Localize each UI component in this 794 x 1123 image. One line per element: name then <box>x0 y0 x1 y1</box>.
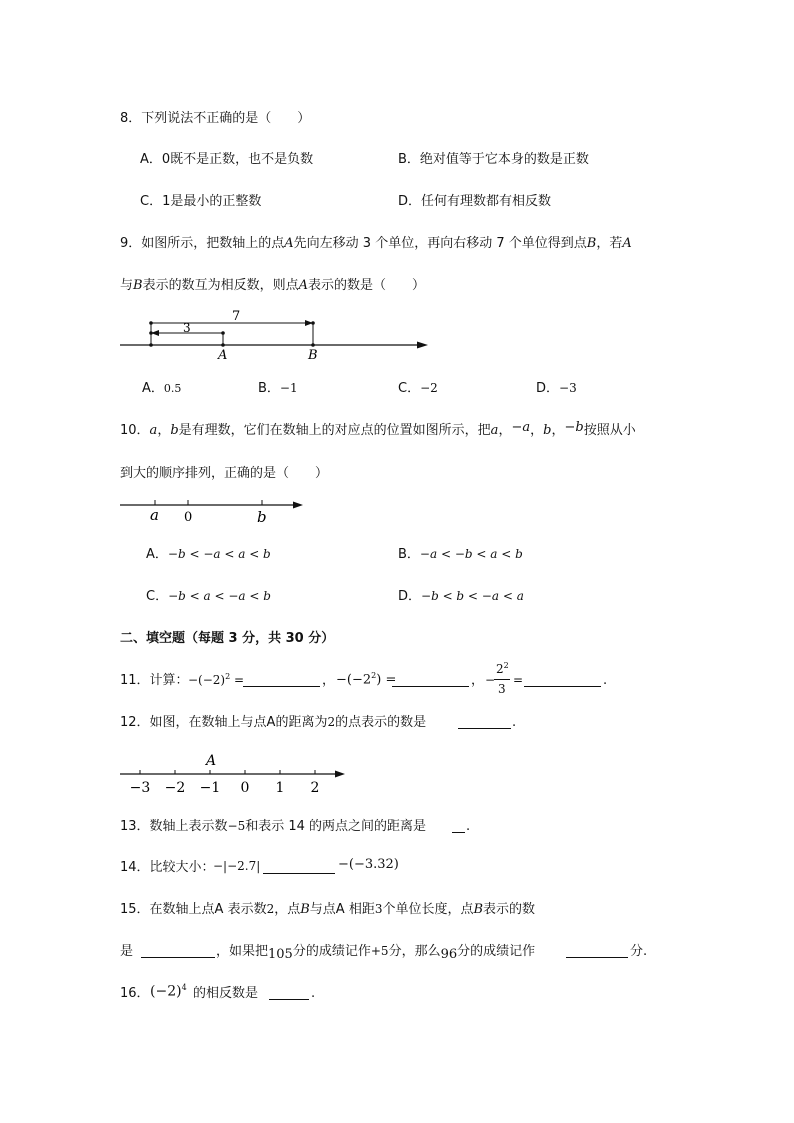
arrow-head <box>305 320 313 326</box>
question-13-text-part: 13．数轴上表示数 <box>120 819 228 834</box>
question-9-option-a <box>142 382 181 395</box>
question-13-text <box>120 820 426 833</box>
number: 96 <box>440 947 458 962</box>
question-9-number-line-figure <box>115 308 435 363</box>
expression-1 <box>188 673 244 686</box>
question-10-number-line-figure <box>115 492 315 526</box>
punct: ， <box>157 423 171 438</box>
punct: ， <box>551 423 565 438</box>
point-b-label: B <box>308 348 318 363</box>
point-b-label: B <box>586 236 597 251</box>
question-12-text-part: 的点表示的数是 <box>335 715 427 730</box>
question-15-text-part: 15．在数轴上点A 表示数 <box>120 902 267 917</box>
expression-3-minus: − <box>485 673 496 687</box>
separator: ， <box>322 673 336 688</box>
numerator-exponent: 2 <box>503 661 509 670</box>
question-14-text: 14．比较大小： <box>120 860 215 875</box>
tick-label: −3 <box>129 780 151 796</box>
question-15-line-2 <box>216 944 536 962</box>
point-b-label: B <box>300 902 310 917</box>
label-three: 3 <box>183 321 191 335</box>
question-15-line-2-start: 是 <box>120 944 134 959</box>
question-number: 10． <box>120 423 150 438</box>
option-letter: D． <box>398 589 422 604</box>
question-15-text-part: 分的成绩记作 <box>457 944 536 959</box>
question-16-number: 16． <box>120 986 150 1001</box>
question-10-option-d <box>398 590 524 603</box>
question-15-text-part: 分，那么 <box>388 944 441 959</box>
question-9-option-b <box>258 382 298 395</box>
point-a-label: A <box>218 348 228 363</box>
option-letter: B． <box>258 381 280 396</box>
point-a-label: A <box>284 236 294 251</box>
section-heading-fill-in: 二、填空题（每题 3 分，共 30 分） <box>120 631 335 646</box>
period: . <box>466 819 471 834</box>
axis-arrow-head <box>335 771 345 778</box>
question-15-line-1 <box>120 903 535 916</box>
answer-blank[interactable] <box>458 728 511 729</box>
point-a-label: A <box>206 753 217 769</box>
expression-2 <box>336 672 396 686</box>
point-a-label: A <box>298 278 308 293</box>
question-9-option-c <box>398 382 438 395</box>
question-10-text: 是有理数，它们在数轴上的对应点的位置如图所示，把 <box>178 423 491 438</box>
answer-blank-3[interactable] <box>524 686 601 687</box>
var-neg-b: −b <box>564 420 584 435</box>
option-value: −b < −a < a < b <box>167 547 271 561</box>
equals-sign: = <box>513 673 524 687</box>
numerator-base: 2 <box>496 662 504 676</box>
question-15-text-part: 分的成绩记作 <box>292 944 371 959</box>
question-12-text-part: 的距离为 <box>275 715 328 730</box>
expr-exponent: 2 <box>225 672 231 681</box>
question-13-text-part: 和表示 14 的两点之间的距离是 <box>245 819 427 834</box>
question-8-option-a: A．0既不是正数，也不是负数 <box>140 152 314 167</box>
question-9-text: 先向左移动 3 个单位，再向右移动 7 个单位得到点 <box>293 236 587 251</box>
question-11-prefix: 11．计算： <box>120 673 189 688</box>
option-letter: B． <box>398 547 420 562</box>
var-neg-a: −a <box>511 420 531 435</box>
question-10-option-a <box>146 548 271 561</box>
option-letter: A． <box>142 381 164 396</box>
answer-blank[interactable] <box>452 832 465 833</box>
question-10-option-c <box>146 590 271 603</box>
answer-blank-1[interactable] <box>243 686 320 687</box>
option-letter: A． <box>146 547 168 562</box>
var-b: b <box>170 423 179 438</box>
question-9-text: ，若 <box>596 236 623 251</box>
question-8-option-b: B．绝对值等于它本身的数是正数 <box>398 152 589 167</box>
question-9-line-2 <box>120 279 425 292</box>
point-b-label: B <box>133 278 143 293</box>
expr-text: −(−2 <box>336 672 372 688</box>
power-exponent: 4 <box>181 983 187 992</box>
option-value: −3 <box>559 381 577 395</box>
period: . <box>512 715 517 730</box>
option-letter: C． <box>146 589 169 604</box>
label-seven: 7 <box>232 309 241 324</box>
fraction-bar <box>494 679 510 680</box>
period: . <box>311 986 316 1001</box>
question-8-option-c: C．1是最小的正整数 <box>140 194 262 209</box>
var-b: b <box>543 423 552 438</box>
period: . <box>603 673 608 688</box>
answer-blank-2[interactable] <box>566 957 628 958</box>
number: −5 <box>227 819 246 833</box>
question-15-text-part: 个单位长度，点 <box>382 902 474 917</box>
var-a: a <box>490 423 499 438</box>
option-value: −2 <box>420 381 438 395</box>
number: 3 <box>374 902 383 916</box>
question-8-option-d: D．任何有理数都有相反数 <box>398 194 552 209</box>
var-a: a <box>149 423 158 438</box>
question-12-text <box>120 716 426 729</box>
question-16-text: 的相反数是 <box>193 986 259 1001</box>
question-9-text: 表示的数互为相反数，则点 <box>142 278 299 293</box>
question-9-text: 与 <box>120 278 134 293</box>
tick-label: 1 <box>275 780 285 796</box>
option-letter: D． <box>536 381 560 396</box>
marker-dot <box>149 343 153 347</box>
question-10-text: 按照从小 <box>583 423 636 438</box>
axis-arrow-head <box>293 502 303 509</box>
question-9-option-d <box>536 382 577 395</box>
question-9-text: 表示的数是（ ） <box>307 278 425 293</box>
question-10-option-b <box>398 548 523 561</box>
tick-label: 2 <box>310 780 320 796</box>
answer-blank-1[interactable] <box>141 957 215 958</box>
label-zero: 0 <box>184 510 193 525</box>
question-9-text: 9．如图所示，把数轴上的点 <box>120 236 285 251</box>
marker-dot <box>221 343 225 347</box>
tick-label: −1 <box>199 780 221 796</box>
label-b: b <box>257 508 267 526</box>
marker-dot <box>311 343 315 347</box>
number: 105 <box>268 947 293 962</box>
power-base: (−2) <box>150 983 182 1000</box>
question-15-text-part: ，如果把 <box>216 944 269 959</box>
punct: ， <box>498 423 512 438</box>
expr-text: −(−2) <box>188 673 226 687</box>
number: 2 <box>327 715 336 729</box>
punct: ， <box>530 423 544 438</box>
expr-text: ) = <box>376 672 397 688</box>
answer-blank[interactable] <box>263 873 335 874</box>
option-value: −b < b < −a < a <box>421 589 524 603</box>
question-15-end: 分. <box>630 944 648 959</box>
point-a-label: A <box>622 236 632 251</box>
option-letter: C． <box>398 381 421 396</box>
tick-label: 0 <box>240 780 250 796</box>
point-b-label: B <box>473 902 484 917</box>
question-15-text-part: 与点A 相距 <box>309 902 375 917</box>
left-expression: −|−2.7| <box>213 859 261 873</box>
label-a: a <box>150 506 159 524</box>
question-12-text-part: 12．如图，在数轴上与点A <box>120 715 276 730</box>
option-value: −a < −b < a < b <box>419 547 523 561</box>
question-15-text-part: ，点 <box>274 902 301 917</box>
right-expression: −(−3.32) <box>338 857 399 872</box>
question-12-number-line-figure <box>115 750 355 798</box>
fraction-numerator <box>496 662 509 675</box>
option-value: 0.5 <box>163 382 182 395</box>
tick-label: −2 <box>164 780 186 796</box>
option-value: −1 <box>279 381 298 395</box>
question-9-line-1 <box>120 237 632 250</box>
answer-blank[interactable] <box>269 999 309 1000</box>
expr-exponent: 2 <box>371 671 377 680</box>
question-10-line-2: 到大的顺序排列，正确的是（ ） <box>120 466 329 481</box>
option-value: −b < a < −a < b <box>168 589 271 603</box>
question-15-text-part: 表示的数 <box>483 902 536 917</box>
question-8-stem: 8．下列说法不正确的是（ ） <box>120 111 311 126</box>
power-expression <box>150 984 187 999</box>
arrow-head <box>151 330 159 336</box>
axis-arrow-head <box>417 342 428 349</box>
number: 2 <box>266 902 275 916</box>
number: +5 <box>370 944 389 958</box>
separator: ， <box>471 673 485 688</box>
equals-sign: = <box>230 673 245 687</box>
fraction-denominator: 3 <box>498 682 506 696</box>
answer-blank-2[interactable] <box>392 686 469 687</box>
question-10-line-1 <box>120 420 636 438</box>
